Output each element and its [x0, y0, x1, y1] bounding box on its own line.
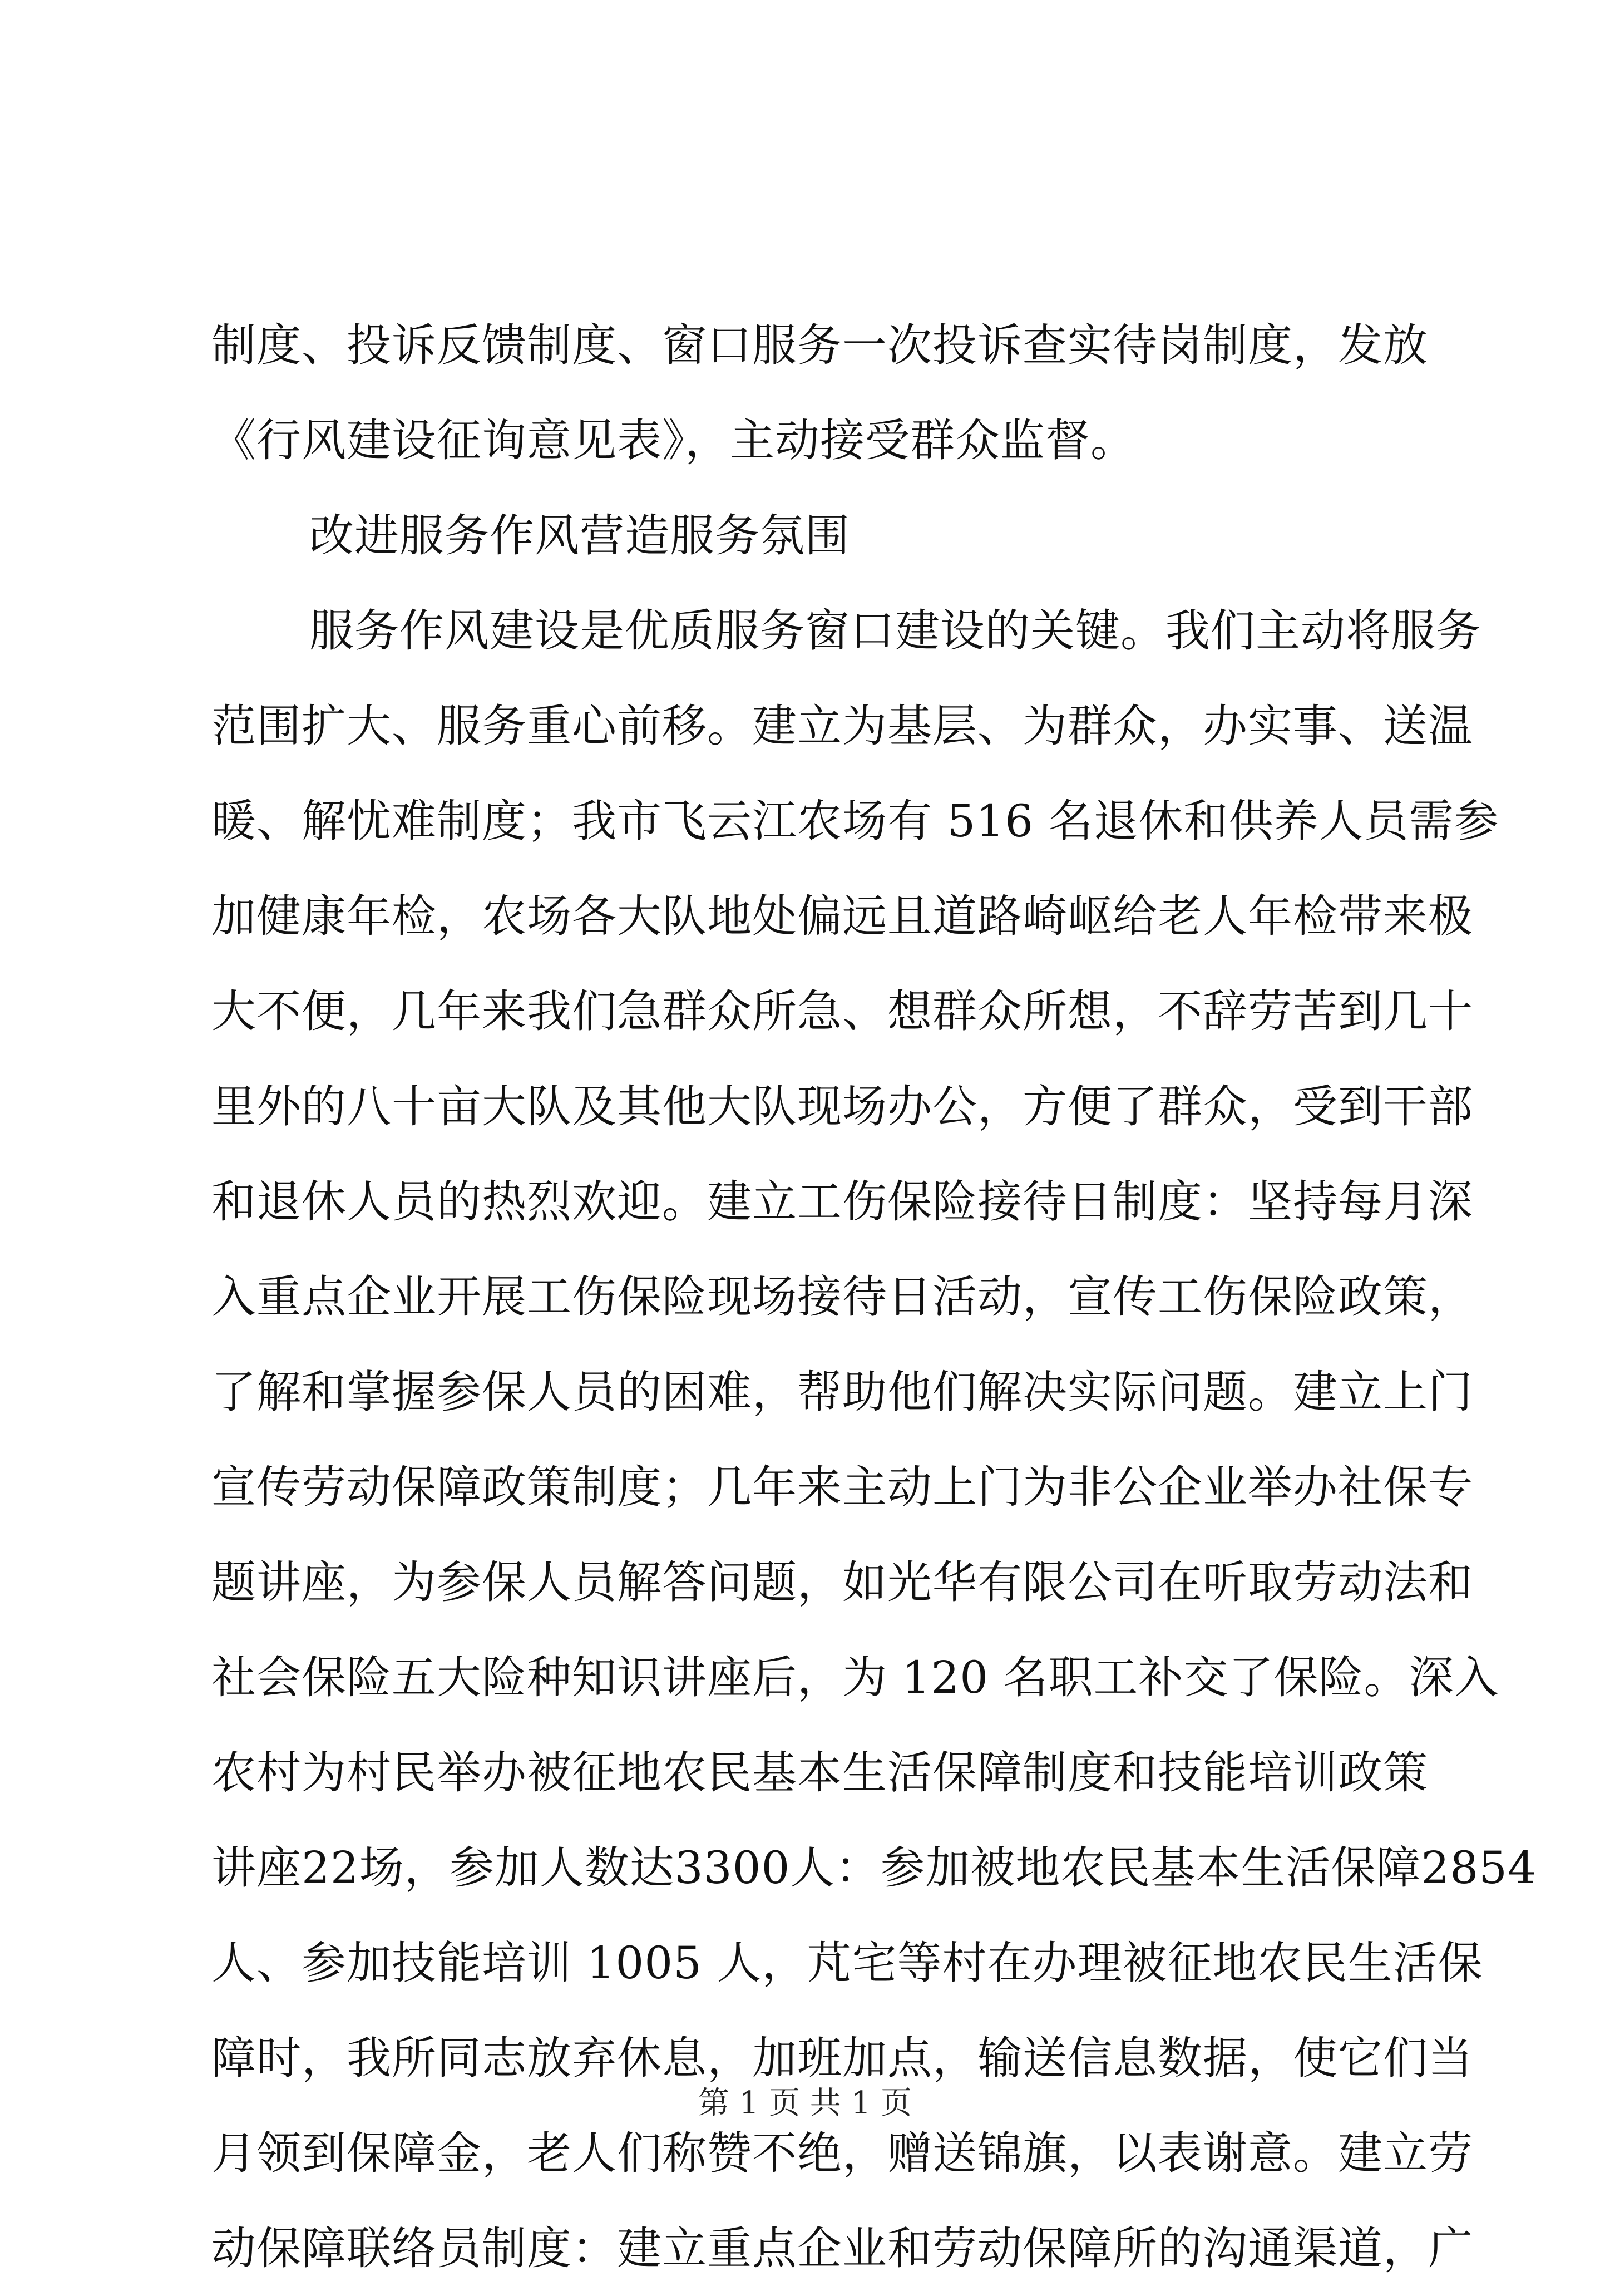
body-line-20: 月领到保障金，老人们称赞不绝，赠送锦旗，以表谢意。建立劳 — [211, 2127, 1473, 2179]
body-line-7: 加健康年检，农场各大队地处偏远且道路崎岖给老人年检带来极 — [211, 890, 1473, 942]
document-body — [211, 298, 1537, 2296]
body-line-16: 农村为村民举办被征地农民基本生活保障制度和技能培训政策 — [211, 1747, 1428, 1799]
body-line-19: 障时，我所同志放弃休息，加班加点，输送信息数据，使它们当 — [211, 2032, 1473, 2084]
section-heading: 改进服务作风营造服务氛围 — [309, 510, 850, 561]
body-line-21: 动保障联络员制度：建立重点企业和劳动保障所的沟通渠道，广 — [211, 2223, 1473, 2274]
body-line-14: 题讲座，为参保人员解答问题，如光华有限公司在听取劳动法和 — [211, 1556, 1473, 1608]
body-line-9: 里外的八十亩大队及其他大队现场办公，方便了群众，受到干部 — [211, 1081, 1473, 1132]
body-line-18: 人、参加技能培训 1005 人，芃宅等村在办理被征地农民生活保 — [211, 1937, 1483, 1989]
body-line-6: 暖、解忧难制度；我市飞云江农场有 516 名退休和供养人员需参 — [211, 795, 1499, 847]
body-line-2: 《行风建设征询意见表》，主动接受群众监督。 — [211, 415, 1135, 466]
page-number: 第 1 页 共 1 页 — [698, 2085, 912, 2121]
body-line-11: 入重点企业开展工伤保险现场接待日活动，宣传工伤保险政策， — [211, 1271, 1473, 1323]
body-line-1: 制度、投诉反馈制度、窗口服务一次投诉查实待岗制度，发放 — [211, 319, 1428, 371]
body-line-8: 大不便，几年来我们急群众所急、想群众所想，不辞劳苦到几十 — [211, 986, 1473, 1037]
body-line-15: 社会保险五大险种知识讲座后，为 120 名职工补交了保险。深入 — [211, 1652, 1499, 1703]
body-line-12: 了解和掌握参保人员的困难，帮助他们解决实际问题。建立上门 — [211, 1366, 1473, 1418]
body-line-10: 和退休人员的热烈欢迎。建立工伤保险接待日制度：坚持每月深 — [211, 1176, 1473, 1228]
page-footer — [0, 2081, 1610, 2126]
body-line-17: 讲座22场，参加人数达3300人：参加被地农民基本生活保障2854 — [211, 1842, 1537, 1894]
body-line-13: 宣传劳动保障政策制度；几年来主动上门为非公企业举办社保专 — [211, 1461, 1473, 1513]
body-line-5: 范围扩大、服务重心前移。建立为基层、为群众，办实事、送温 — [211, 700, 1473, 752]
body-line-4: 服务作风建设是优质服务窗口建设的关键。我们主动将服务 — [309, 605, 1481, 657]
